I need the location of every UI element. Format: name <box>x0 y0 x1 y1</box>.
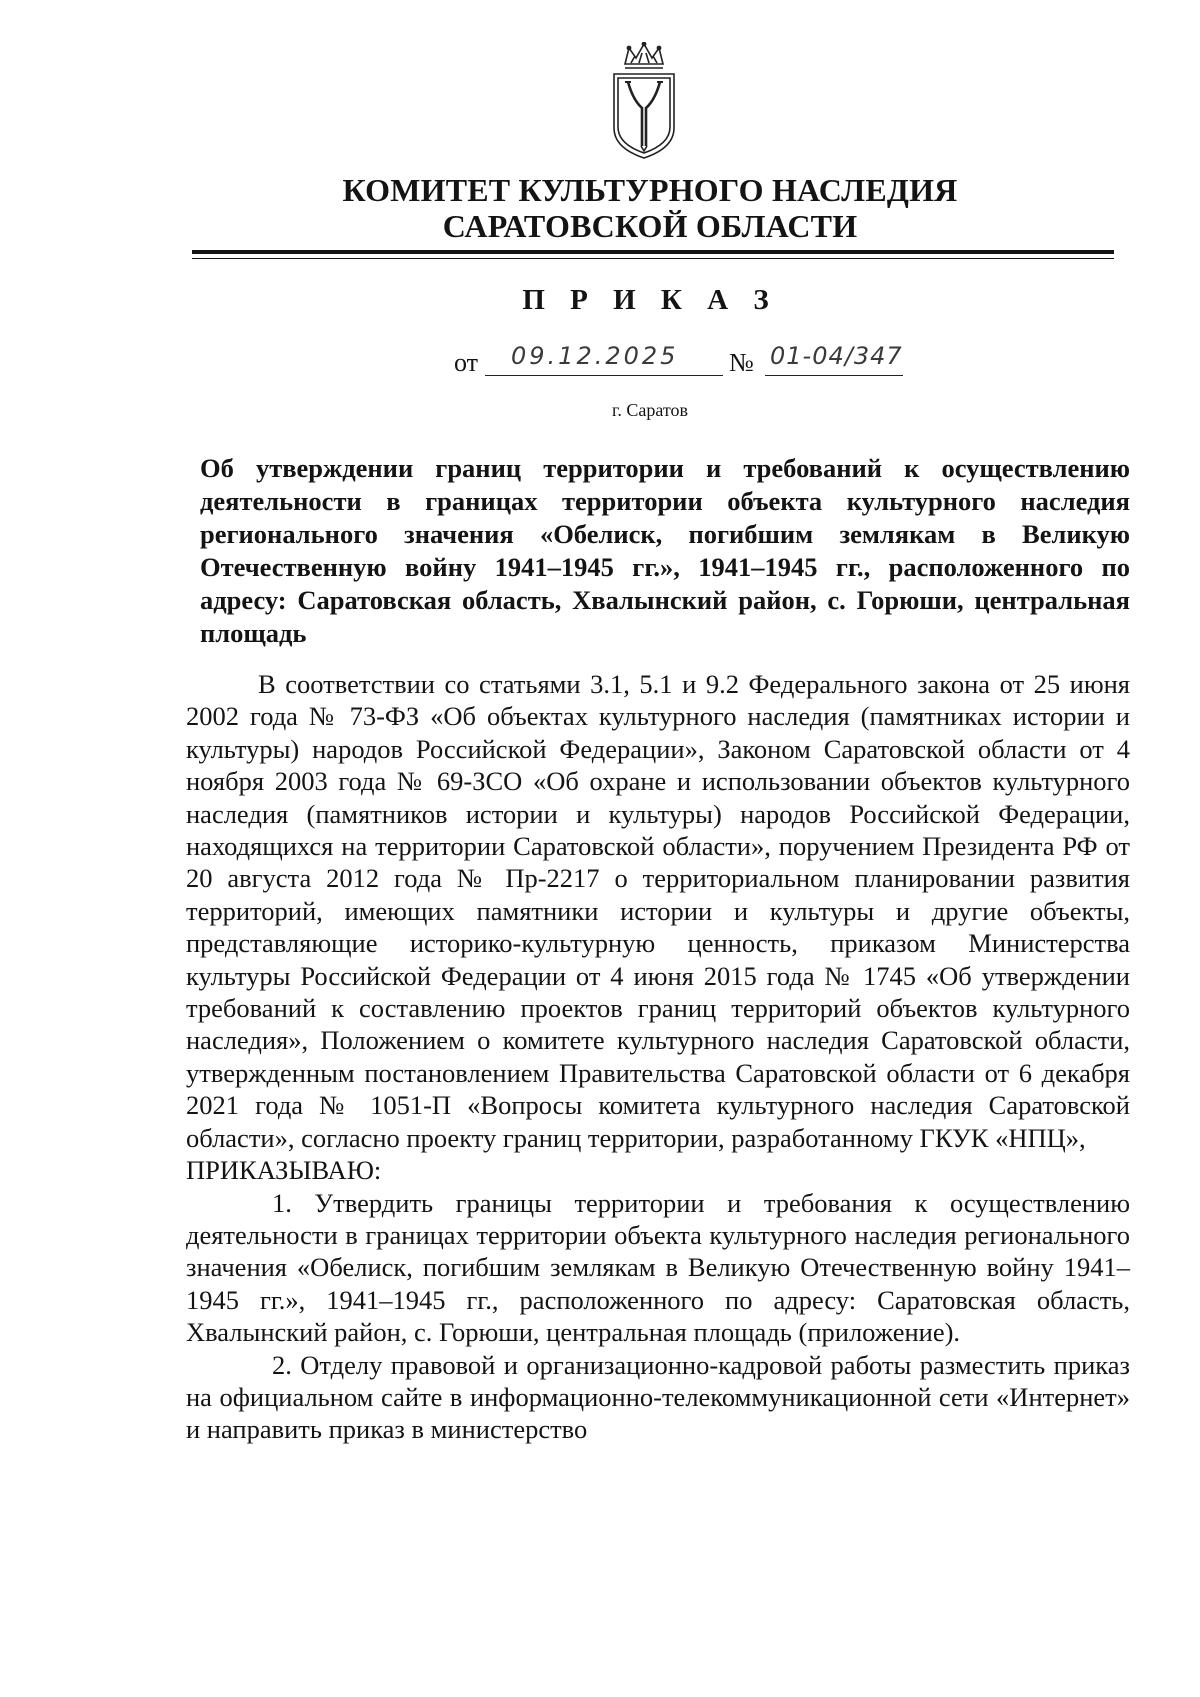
handwritten-number: 01-04/347 <box>770 342 903 370</box>
handwritten-date: 09.12.2025 <box>511 342 679 370</box>
preamble-paragraph: В соответствии со статьями 3.1, 5.1 и 9.2 Федерального закона от 25 июня 2002 года № 73-ФЗ «Об объектах культурного наследия (памятниках истории и культуры) народов Российской Федерации», Законом Саратовской области от 4 ноября 2003 года № 69-ЗСО «Об охране и использовании объектов культурного наследия (памятников истории и культуры) народов Российской Федерации, находящихся на территории Саратовской области», поручением Президента РФ от 20 августа 2012 года № Пр-2217 о территориальном планировании развития территорий, имеющих памятники истории и культуры и другие объекты, представляющие историко-культурную ценность, приказом Министерства культуры Российской Федерации от 4 июня 2015 года № 1745 «Об утверждении требований к составлению проектов границ территорий объектов культурного наследия», Положением о комитете культурного наследия Саратовской области, утвержденным постановлением Правительства Саратовской области от 6 декабря 2021 года № 1051-П «Вопросы комитета культурного наследия Саратовской области», согласно проекту границ территории, разработанному ГКУК «НПЦ», <box>186 669 1130 1153</box>
document-subject: Об утверждении границ территории и требований к осуществлению деятельности в границах территории объекта культурного наследия регионального значения «Обелиск, погибшим землякам в Великую Отечественную войну 1941–1945 гг.», 1941–1945 гг., расположенного по адресу: Саратовская область, Хвалынский район, с. Горюши, центральная площадь <box>200 453 1130 648</box>
order-item-1: 1. Утвердить границы территории и требования к осуществлению деятельности в границах территории объекта культурного наследия регионального значения «Обелиск, погибшим землякам в Великую Отечественную войну 1941–1945 гг.», 1941–1945 гг., расположенного по адресу: Саратовская область, Хвалынский район, с. Горюши, центральная площадь (приложение). <box>186 1187 1130 1348</box>
decree-word: ПРИКАЗЫВАЮ: <box>186 1155 382 1186</box>
header-divider-thick <box>192 250 1114 254</box>
coat-of-arms-emblem <box>611 42 677 162</box>
date-label: от <box>454 348 479 377</box>
date-underline <box>485 375 723 376</box>
document-date-number-row <box>454 344 954 384</box>
document-body <box>186 668 1130 1446</box>
document-type-title: П Р И К А З <box>522 284 778 316</box>
organization-name-line1: КОМИТЕТ КУЛЬТУРНОГО НАСЛЕДИЯ <box>342 172 958 208</box>
number-underline <box>765 375 903 376</box>
order-item-2: 2. Отделу правовой и организационно-кадровой работы разместить приказ на официальном сайте в информационно-телекоммуникационной сети «Интернет» и направить приказ в министерство <box>186 1349 1130 1445</box>
number-label: № <box>729 348 754 377</box>
header-divider-thin <box>192 258 1114 259</box>
issue-city: г. Саратов <box>612 400 688 420</box>
organization-name-line2: САРАТОВСКОЙ ОБЛАСТИ <box>442 208 858 244</box>
